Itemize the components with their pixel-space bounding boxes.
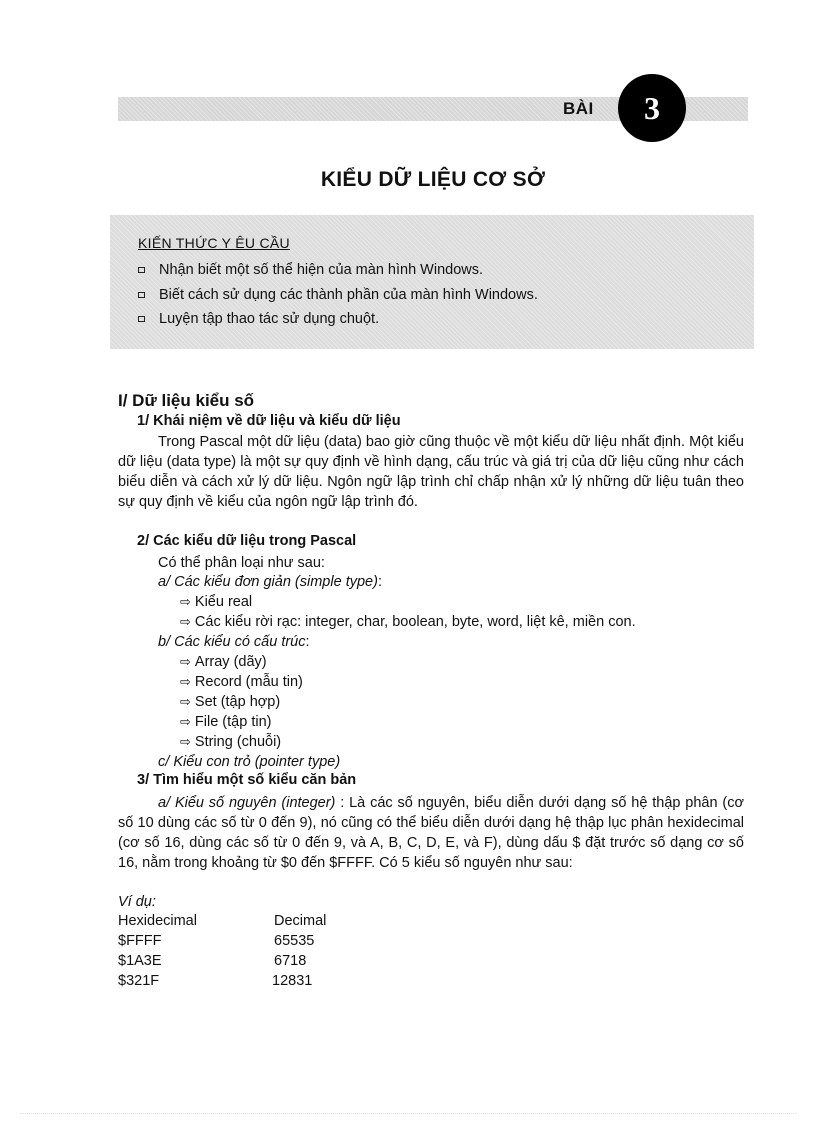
list-item xyxy=(180,652,267,673)
subsection-heading: 2/ Các kiểu dữ liệu trong Pascal xyxy=(137,533,357,549)
list-heading-suffix: : xyxy=(377,574,382,590)
subsection-heading: 1/ Khái niệm về dữ liệu và kiểu dữ liệu xyxy=(137,413,401,429)
list-heading-label: c/ xyxy=(158,754,174,770)
list-item xyxy=(180,612,636,633)
right-arrow-icon: ⇨ xyxy=(180,595,191,610)
page-title: KIỂU DỮ LIỆU CƠ SỞ xyxy=(320,168,546,191)
square-bullet-icon xyxy=(138,267,145,273)
list-heading xyxy=(158,752,340,772)
list-heading-text: Các kiểu đơn giản (simple type) xyxy=(174,574,378,590)
requirements-heading: KIẾN THỨC Y ÊU CẦU xyxy=(138,235,290,251)
list-heading-label: a/ xyxy=(158,574,175,590)
list-item xyxy=(180,692,280,713)
list-heading xyxy=(158,572,382,592)
requirement-text: Nhận biết một số thể hiện của màn hình Windows. xyxy=(159,262,484,278)
requirement-item xyxy=(138,287,538,303)
table-header-hex: Hexidecimal xyxy=(118,913,197,929)
example-label: Ví dụ: xyxy=(118,894,156,910)
list-item-text: Các kiểu rời rạc: integer, char, boolean, byte, word, liệt kê, miền con. xyxy=(194,614,636,630)
list-heading-suffix: : xyxy=(305,634,310,650)
list-item-text: Array (dãy) xyxy=(194,654,267,670)
intro-line: Có thể phân loại như sau: xyxy=(158,555,325,571)
requirement-item xyxy=(138,311,379,327)
footer-divider xyxy=(20,1113,796,1114)
list-heading-text: Kiểu con trỏ (pointer type) xyxy=(173,754,341,770)
paragraph-lead: a/ Kiểu số nguyên (integer) xyxy=(158,795,336,811)
paragraph: Trong Pascal một dữ liệu (data) bao giờ cũng thuộc về một kiểu dữ liệu nhất định. Một kiểu dữ liệu (data type) là một sự quy định về hình dạng, cấu trúc và giá trị của dữ liệu cũng như cách biểu diễn và cách xử lý dữ liệu. Ngôn ngữ lập trình chỉ chấp nhận xử lý những dữ liệu tuân theo sự quy định về kiểu của ngôn ngữ lập trình đó. xyxy=(118,434,744,510)
table-cell-hex: $FFFF xyxy=(118,933,162,949)
subsection-heading: 3/ Tìm hiểu một số kiểu căn bản xyxy=(137,772,357,788)
list-heading xyxy=(158,632,310,652)
section-heading: I/ Dữ liệu kiểu số xyxy=(118,391,255,410)
list-item-text: Kiểu real xyxy=(194,594,253,610)
right-arrow-icon: ⇨ xyxy=(180,715,191,730)
table-cell-hex: $1A3E xyxy=(118,953,162,969)
list-heading-label: b/ xyxy=(158,634,175,650)
list-item-text: String (chuỗi) xyxy=(194,734,282,750)
list-item-text: File (tập tin) xyxy=(194,714,272,730)
list-item xyxy=(180,712,271,733)
square-bullet-icon xyxy=(138,316,145,322)
table-cell-dec: 6718 xyxy=(274,953,307,969)
paragraph-body: : Là các số nguyên, biểu diễn dưới dạng số hệ thập phân (cơ số 10 dùng các số từ 0 đến 9), nó cũng có thể biểu diễn dưới dạng hệ thập lục phân hexidecimal (cơ số 16, dùng các số từ 0 đến 9, và A, B, C, D, E, và F), dùng dấu $ đặt trước số dạng cơ số 16, nằm trong khoảng từ $0 đến $FFFF. Có 5 kiểu số nguyên như sau: xyxy=(118,795,744,871)
square-bullet-icon xyxy=(138,292,145,298)
list-item xyxy=(180,592,252,613)
paragraph xyxy=(118,793,744,873)
requirement-item xyxy=(138,262,483,278)
requirement-text: Biết cách sử dụng các thành phần của màn hình Windows. xyxy=(159,287,538,303)
list-item-text: Set (tập hợp) xyxy=(194,694,281,710)
table-cell-dec: 65535 xyxy=(274,933,315,949)
list-item xyxy=(180,672,303,693)
list-heading-text: Các kiểu có cấu trúc xyxy=(174,634,306,650)
list-item xyxy=(180,732,281,753)
list-item-text: Record (mẫu tin) xyxy=(194,674,303,690)
requirement-text: Luyện tập thao tác sử dụng chuột. xyxy=(159,311,380,327)
lesson-number-badge: 3 xyxy=(618,74,686,142)
table-header-dec: Decimal xyxy=(274,913,327,929)
right-arrow-icon: ⇨ xyxy=(180,615,191,630)
table-cell-dec: 12831 xyxy=(272,973,313,989)
lesson-label: BÀI xyxy=(563,99,594,118)
table-cell-hex: $321F xyxy=(118,973,160,989)
right-arrow-icon: ⇨ xyxy=(180,735,191,750)
right-arrow-icon: ⇨ xyxy=(180,695,191,710)
right-arrow-icon: ⇨ xyxy=(180,655,191,670)
right-arrow-icon: ⇨ xyxy=(180,675,191,690)
